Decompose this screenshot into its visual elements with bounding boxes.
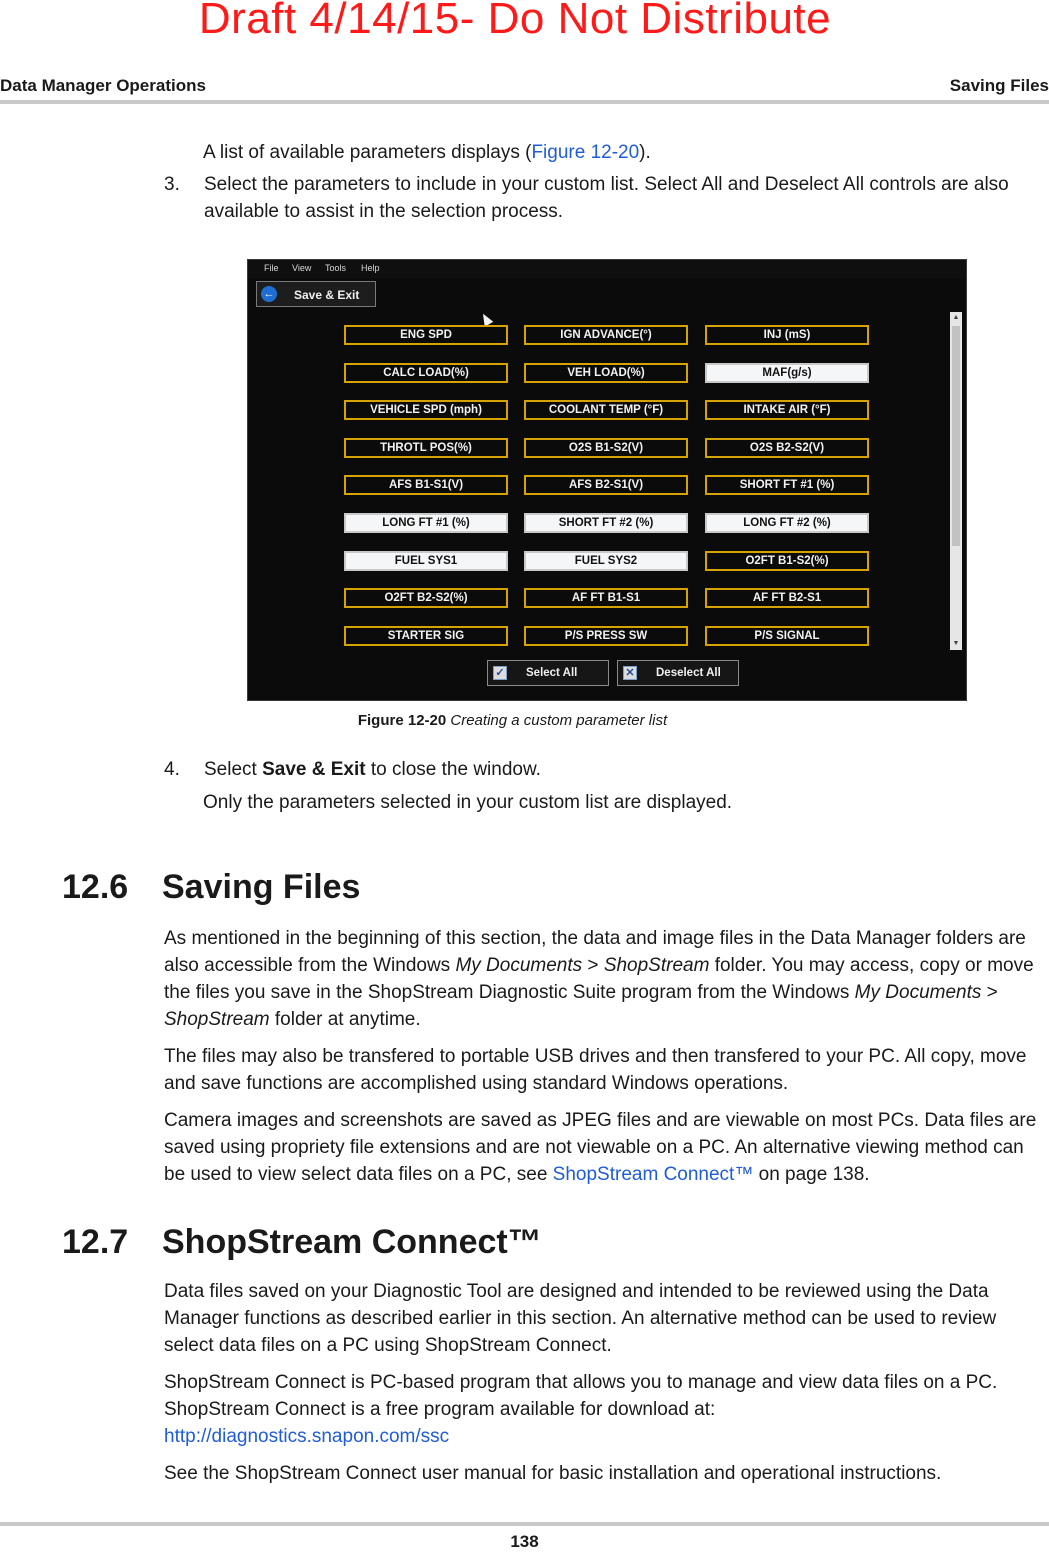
text: Camera images and screenshots are saved as JPEG files and are viewable on most PCs. Data files are saved using propriety file extensions and are not viewable on a PC. An alternative viewing method can be used to view select data files on a PC, see: [164, 1110, 1037, 1185]
step-4-number: 4.: [164, 759, 180, 780]
parameter-button[interactable]: LONG FT #1 (%): [344, 513, 508, 533]
shopstream-connect-link[interactable]: ShopStream Connect™: [552, 1164, 754, 1185]
scrollbar[interactable]: [950, 312, 962, 650]
parameter-button[interactable]: O2S B2-S2(V): [705, 438, 869, 458]
saving-paragraph-3: [164, 1107, 1048, 1188]
step-4: [164, 756, 1044, 783]
parameter-button[interactable]: AFS B1-S1(V): [344, 475, 508, 495]
intro-text: A list of available parameters displays (: [203, 142, 532, 163]
intro-end: ).: [639, 142, 651, 163]
connect-paragraph-2: ShopStream Connect is PC-based program that allows you to manage and view data files on a PC. ShopStream Connect is a free program available for download at:: [164, 1372, 998, 1420]
menu-bar: [248, 260, 966, 278]
text: folder at anytime.: [269, 1009, 421, 1030]
download-url-link[interactable]: http://diagnostics.snapon.com/ssc: [164, 1426, 450, 1447]
text: As mentioned in the beginning of this section, the data and image files in the Data Manager folders are also accessible from the Windows: [164, 928, 1026, 976]
step-3-text: Select the parameters to include in your custom list. Select All and Deselect All controls are also available to assist in the selection process.: [204, 174, 1009, 222]
scroll-up-icon[interactable]: ▲: [952, 314, 960, 321]
step-4-bold: Save & Exit: [262, 759, 366, 780]
step-3-number: 3.: [164, 174, 180, 195]
section-number: 12.6: [62, 868, 129, 906]
parameter-button[interactable]: AF FT B2-S1: [705, 588, 869, 608]
footer-divider: [0, 1522, 1049, 1526]
connect-paragraph-3: See the ShopStream Connect user manual for basic installation and operational instructions.: [164, 1463, 942, 1484]
saving-paragraph-1: [164, 925, 1048, 1033]
menu-help[interactable]: Help: [361, 263, 380, 273]
text: >: [582, 955, 604, 976]
intro-paragraph: [203, 139, 1033, 166]
parameter-button[interactable]: VEH LOAD(%): [524, 363, 688, 383]
connect-paragraph-1: Data files saved on your Diagnostic Tool are designed and intended to be reviewed using the Data Manager functions as described earlier in this section. An alternative method can be used to review select data files on a PC using ShopStream Connect.: [164, 1281, 997, 1356]
save-exit-label: Save & Exit: [294, 288, 360, 302]
parameter-button[interactable]: INTAKE AIR (°F): [705, 400, 869, 420]
step-4-text: [204, 756, 1044, 783]
parameter-button[interactable]: THROTL POS(%): [344, 438, 508, 458]
select-all-label: Select All: [526, 667, 578, 679]
text-italic: My Documents: [854, 982, 982, 1003]
text-italic: ShopStream: [603, 955, 710, 976]
section-number: 12.7: [62, 1223, 129, 1261]
page-number: 138: [510, 1532, 539, 1551]
parameter-button[interactable]: LONG FT #2 (%): [705, 513, 869, 533]
parameter-button[interactable]: SHORT FT #1 (%): [705, 475, 869, 495]
step-4-post: to close the window.: [365, 759, 541, 780]
parameter-button[interactable]: COOLANT TEMP (°F): [524, 400, 688, 420]
running-header-section: Data Manager Operations: [0, 76, 206, 95]
saving-paragraph-2: The files may also be transfered to portable USB drives and then transfered to your PC. All copy, move and save functions are accomplished using standard Windows operations.: [164, 1046, 1027, 1094]
x-mark-icon: ✕: [623, 666, 637, 680]
save-exit-button[interactable]: [256, 281, 376, 307]
checkmark-icon: ✓: [493, 666, 507, 680]
figure-number: Figure 12-20: [357, 712, 447, 729]
step-4-pre: Select: [204, 759, 263, 780]
section-title: Saving Files: [162, 868, 361, 906]
header-divider: [0, 100, 1049, 104]
menu-file[interactable]: File: [264, 263, 279, 273]
parameter-button[interactable]: O2FT B2-S2(%): [344, 588, 508, 608]
parameter-button[interactable]: ENG SPD: [344, 325, 508, 345]
section-title: ShopStream Connect™: [162, 1223, 542, 1261]
running-header-topic: Saving Files: [949, 76, 1049, 95]
text: >: [981, 982, 998, 1003]
parameter-button[interactable]: SHORT FT #2 (%): [524, 513, 688, 533]
scroll-thumb[interactable]: [952, 326, 960, 546]
figure-link[interactable]: Figure 12-20: [531, 142, 640, 163]
text: folder. You may access, copy or move the files you save in the ShopStream Diagnostic Suite program from the Windows: [164, 955, 1034, 1003]
parameter-button[interactable]: VEHICLE SPD (mph): [344, 400, 508, 420]
deselect-all-label: Deselect All: [656, 667, 721, 679]
text: on page 138.: [753, 1164, 870, 1185]
parameter-button[interactable]: IGN ADVANCE(°): [524, 325, 688, 345]
parameter-button[interactable]: STARTER SIG: [344, 626, 508, 646]
parameter-button[interactable]: AF FT B1-S1: [524, 588, 688, 608]
parameter-button[interactable]: CALC LOAD(%): [344, 363, 508, 383]
shopstream-connect-body: [164, 1278, 1048, 1487]
parameter-button[interactable]: INJ (mS): [705, 325, 869, 345]
parameter-button[interactable]: MAF(g/s): [705, 363, 869, 383]
parameter-button[interactable]: O2FT B1-S2(%): [705, 551, 869, 571]
parameter-button[interactable]: P/S PRESS SW: [524, 626, 688, 646]
parameter-button[interactable]: P/S SIGNAL: [705, 626, 869, 646]
step-3: [164, 171, 1044, 225]
draft-watermark: Draft 4/14/15- Do Not Distribute: [198, 0, 832, 43]
parameter-button[interactable]: FUEL SYS2: [524, 551, 688, 571]
parameter-button[interactable]: FUEL SYS1: [344, 551, 508, 571]
figure-caption: [0, 712, 1025, 729]
saving-files-body: [164, 925, 1048, 1188]
back-arrow-icon: ←: [261, 286, 277, 302]
parameter-button[interactable]: AFS B2-S1(V): [524, 475, 688, 495]
parameter-button[interactable]: O2S B1-S2(V): [524, 438, 688, 458]
deselect-all-button[interactable]: [617, 660, 739, 686]
figure-title: Creating a custom parameter list: [450, 712, 668, 729]
select-all-button[interactable]: [487, 660, 609, 686]
text-italic: My Documents: [455, 955, 583, 976]
scroll-down-icon[interactable]: ▼: [952, 640, 960, 647]
parameter-list-screenshot: [247, 259, 967, 701]
step-4-result: Only the parameters selected in your custom list are displayed.: [203, 792, 733, 813]
section-heading-shopstream-connect: [62, 1223, 542, 1262]
menu-view[interactable]: View: [292, 263, 312, 273]
menu-tools[interactable]: Tools: [325, 263, 347, 273]
text-italic: ShopStream: [164, 1009, 270, 1030]
section-heading-saving-files: [62, 868, 360, 907]
